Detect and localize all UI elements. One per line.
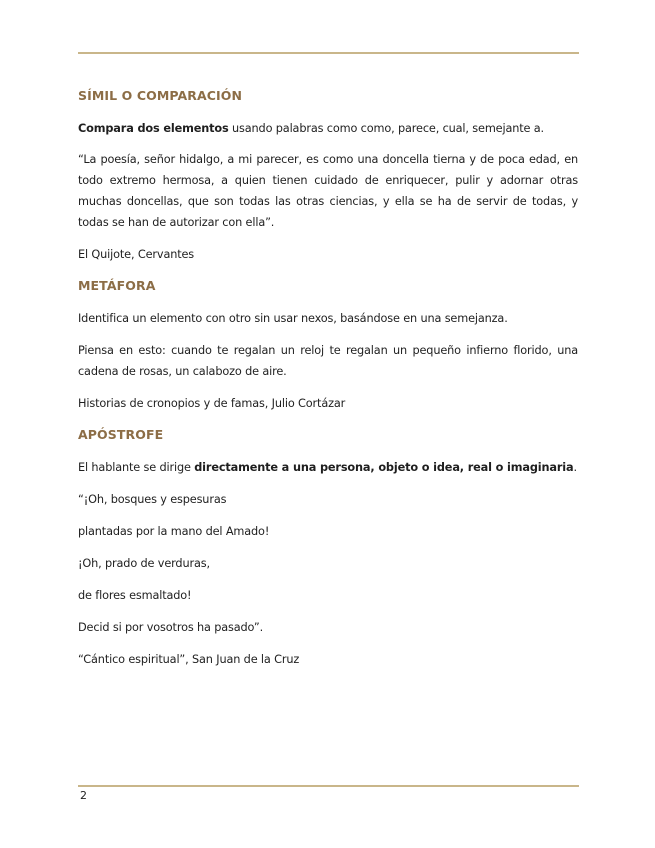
simil-source: El Quijote, Cervantes — [78, 248, 195, 261]
simil-definition-bold: Compara dos elementos — [78, 122, 229, 135]
metafora-example: Piensa en esto: cuando te regalan un reloj te regalan un pequeño infierno florido, una cadena de rosas, un calabozo de aire. — [78, 344, 578, 378]
header-rule — [78, 52, 579, 54]
verse-line: Decid si por vosotros ha pasado”. — [78, 621, 264, 634]
simil-definition-rest: usando palabras como como, parece, cual, semejante a. — [228, 122, 544, 135]
simil-definition — [78, 118, 578, 139]
metafora-definition: Identifica un elemento con otro sin usar nexos, basándose en una semejanza. — [78, 312, 508, 325]
simil-example: “La poesía, señor hidalgo, a mi parecer, es como una doncella tierna y de poca edad, en todo extremo hermosa, a quien tienen cuidado de enriquecer, pulir y adornar otras muchas doncellas, que son todas las otras ciencias, y ella se ha de servir de todas, y todas se han de autorizar con ella”. — [78, 153, 578, 229]
apostrofe-definition-bold: directamente a una persona, objeto o idea, real o imaginaria — [194, 461, 574, 474]
page-number: 2 — [80, 789, 87, 802]
verse-line: “¡Oh, bosques y espesuras — [78, 493, 227, 506]
apostrofe-definition-start: El hablante se dirige — [78, 461, 195, 474]
apostrofe-definition-end: . — [573, 461, 577, 474]
verse-line: de flores esmaltado! — [78, 589, 192, 602]
document-body — [78, 86, 578, 670]
section-heading-apostrofe: APÓSTROFE — [78, 427, 164, 442]
footer-rule — [78, 785, 579, 787]
metafora-source: Historias de cronopios y de famas, Julio Cortázar — [78, 397, 346, 410]
apostrofe-definition — [78, 457, 578, 478]
section-heading-metafora: METÁFORA — [78, 278, 156, 293]
verse-line: ¡Oh, prado de verduras, — [78, 557, 210, 570]
apostrofe-source: “Cántico espiritual”, San Juan de la Cruz — [78, 653, 300, 666]
verse-line: plantadas por la mano del Amado! — [78, 525, 270, 538]
section-heading-simil: SÍMIL O COMPARACIÓN — [78, 88, 243, 103]
